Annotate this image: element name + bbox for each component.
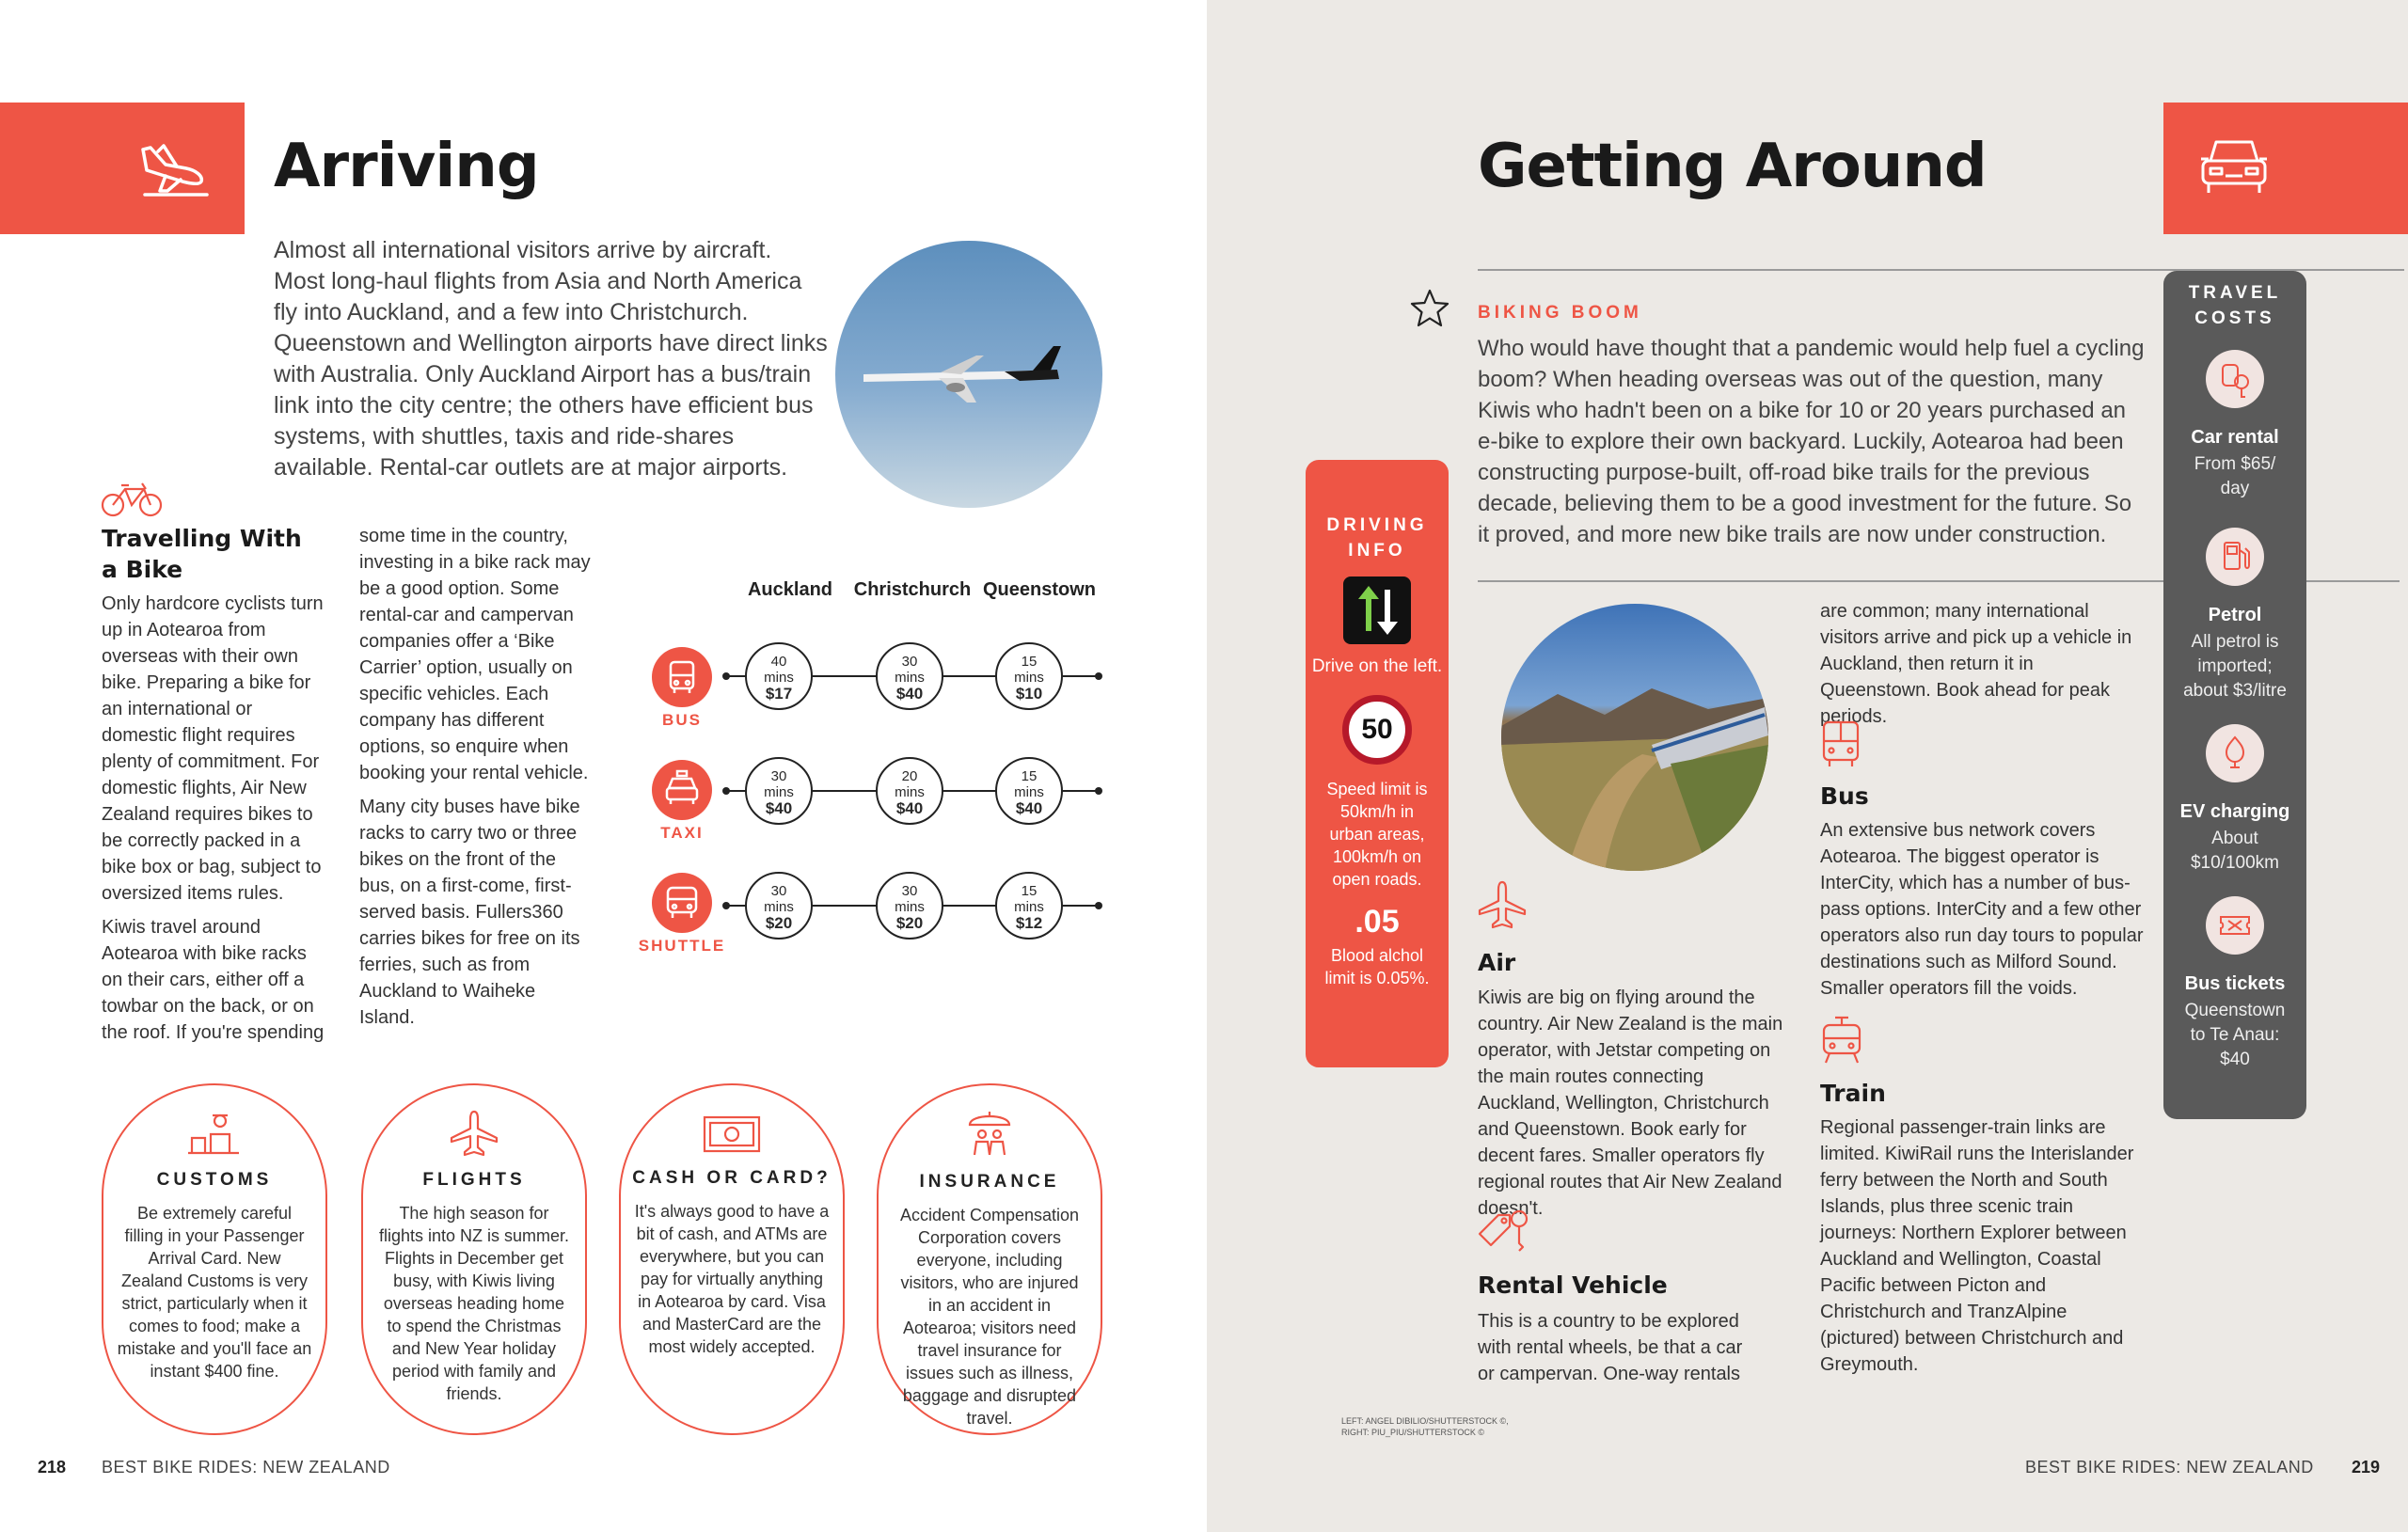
transfer-node: 30 mins $40 [745, 757, 813, 825]
flights-card [361, 1083, 587, 1435]
route-dot [1095, 787, 1102, 795]
bike-heading: Travelling With a Bike [102, 525, 302, 583]
bus-icon [1820, 719, 1861, 769]
page-number: 218 [38, 1458, 67, 1477]
star-icon [1408, 288, 1451, 329]
shuttle-icon [652, 873, 712, 933]
route-dot [722, 672, 730, 680]
bike-paragraph-3: some time in the country, investing in a bike rack may be a good option. Some rental-car and campervan companies offer a ‘Bike Carrier’ option, usually on specific vehicles. Each company has different options, so enquire when booking your rental vehicle. [359, 526, 591, 783]
shuttle-label: SHUTTLE [638, 937, 726, 955]
bike-paragraph-2: Kiwis travel around Aotearoa with bike racks on their cars, either off a towbar on the back, or on the roof. If you're spending [102, 917, 325, 1043]
taxi-label: TAXI [660, 824, 704, 842]
right-page [1207, 0, 2408, 1532]
insurance-text: Accident Compensation Corporation covers everyone, including visitors, who are injured in an accident in Aotearoa; visitors need travel insurance for issues such as illness, baggage and disrupted travel. [899, 1206, 1080, 1428]
page-title: Getting Around [1478, 132, 1987, 201]
umbrella-family-icon [966, 1106, 1013, 1159]
cash-title: CASH OR CARD? [632, 1168, 832, 1188]
route-dot [1095, 672, 1102, 680]
airplane-photo [835, 241, 1102, 508]
flights-title: FLIGHTS [422, 1170, 526, 1190]
credit-right: RIGHT: PIU_PIU/SHUTTERSTOCK © [1341, 1428, 1484, 1437]
arrival-header-block [0, 103, 245, 234]
transfer-node: 30 mins $20 [745, 872, 813, 940]
page-number: 219 [2352, 1458, 2381, 1477]
alcohol-limit-value: .05 [1354, 904, 1400, 940]
cost-label: EV charging [2179, 801, 2290, 822]
taxi-icon [652, 760, 712, 820]
bus-heading: Bus [1820, 782, 1869, 810]
cost-value: Queenstown to Te Anau: $40 [2184, 1001, 2286, 1069]
bus-label: BUS [662, 711, 702, 729]
destination-queenstown: Queenstown [982, 579, 1096, 600]
biking-boom-label: BIKING BOOM [1478, 303, 1642, 323]
car-key-icon [1476, 1206, 1532, 1258]
bike-paragraph-1: Only hardcore cyclists turn up in Aotearoa from overseas with their own bike. Preparing a bike for an international or domestic flight requires plenty of commitment. For domestic flights, Air New Zealand requires bikes to be correctly packed in a bike box or bag, subject to oversized items rules. [102, 593, 324, 904]
cost-value: All petrol is imported; about $3/litre [2183, 632, 2287, 701]
airplane-icon [448, 1110, 500, 1157]
rental-heading: Rental Vehicle [1478, 1271, 1668, 1299]
transfer-node: 30 mins $40 [876, 642, 943, 710]
plane-landing-icon [137, 142, 213, 198]
fuel-pump-icon [2206, 528, 2264, 586]
travel-costs-title: TRAVEL COSTS [2188, 283, 2282, 328]
speed-limit-text: Speed limit is 50km/h in urban areas, 100km/h on open roads. [1326, 780, 1428, 889]
page-title: Arriving [274, 132, 539, 201]
bike-column-2 [359, 523, 594, 1038]
footer-title: BEST BIKE RIDES: NEW ZEALAND [102, 1458, 390, 1477]
rental-text: This is a country to be explored with rental wheels, be that a car or campervan. One-way rentals [1478, 1311, 1743, 1384]
drive-left-text: Drive on the left. [1311, 656, 1443, 676]
cost-label: Petrol [2208, 605, 2262, 625]
transfer-node: 15 mins $10 [995, 642, 1063, 710]
car-key-icon [2206, 350, 2264, 408]
transfer-node: 30 mins $20 [876, 872, 943, 940]
cost-value: About $10/100km [2190, 829, 2279, 873]
route-dot [722, 787, 730, 795]
flights-text: The high season for flights into NZ is summer. Flights in December get busy, with Kiwis living overseas heading home to spend the Christmas and New Year holiday period with family and friends. [378, 1204, 570, 1403]
driving-info-title: DRIVING INFO [1326, 515, 1428, 561]
bicycle-icon [101, 482, 163, 517]
getting-around-header-block [2163, 103, 2408, 234]
transfer-node: 15 mins $12 [995, 872, 1063, 940]
customs-text: Be extremely careful filling in your Passenger Arrival Card. New Zealand Customs is very strict, particularly when it comes to food; make a mistake and you'll face an instant $400 fine. [117, 1204, 312, 1381]
train-landscape-illustration [1501, 604, 1768, 871]
photo-credits [1341, 1415, 1509, 1438]
rental-text-continued: are common; many international visitors arrive and pick up a vehicle in Auckland, then return it in Queenstown. Book ahead for peak periods. [1820, 601, 2132, 727]
cost-label: Car rental [2191, 427, 2279, 448]
train-heading: Train [1820, 1080, 1886, 1107]
bus-text: An extensive bus network covers Aotearoa. The biggest operator is InterCity, which has a number of bus-pass options. InterCity and a few other operators also run day tours to popular destinations such as Milford Sound. Smaller operators fill the voids. [1820, 820, 2144, 999]
bus-icon [652, 647, 712, 707]
customs-officer-icon [186, 1110, 243, 1157]
transfer-node: 15 mins $40 [995, 757, 1063, 825]
insurance-card [877, 1083, 1102, 1435]
transfer-node: 20 mins $40 [876, 757, 943, 825]
speed-limit-sign: 50 [1342, 695, 1412, 765]
cash-card [619, 1083, 845, 1435]
footer-title: BEST BIKE RIDES: NEW ZEALAND [2025, 1458, 2314, 1477]
alcohol-limit-text: Blood alchol limit is 0.05%. [1324, 946, 1430, 987]
ev-charging-icon [2206, 724, 2264, 782]
train-icon [1820, 1016, 1863, 1065]
destination-christchurch: Christchurch [853, 579, 972, 600]
cost-value: From $65/ day [2194, 454, 2276, 498]
air-heading: Air [1478, 949, 1516, 976]
airplane-icon [1476, 880, 1529, 933]
keep-left-sign-icon [1343, 576, 1411, 644]
customs-card [102, 1083, 327, 1435]
cost-label: Bus tickets [2184, 973, 2286, 994]
route-dot [722, 902, 730, 909]
ticket-icon [2206, 896, 2264, 955]
car-icon [2197, 134, 2271, 200]
route-dot [1095, 902, 1102, 909]
bike-paragraph-4: Many city buses have bike racks to carry two or three bikes on the front of the bus, on a first-come, first-served basis. Fullers360 carries bikes for free on its ferries, such as from Auckland to Waiheke Island. [359, 797, 580, 1028]
airport-transfer-chart [621, 574, 1129, 969]
banknote-icon [703, 1113, 761, 1155]
driving-info-panel [1306, 460, 1449, 1067]
air-text: Kiwis are big on flying around the country. Air New Zealand is the main operator, with Jetstar competing on the main routes connecting Auckland, Wellington, Christchurch and Queenstown. Book early for decent fares. Smaller operators fly regional routes that Air New Zealand doesn't. [1478, 987, 1783, 1219]
destination-auckland: Auckland [747, 579, 833, 600]
transfer-node: 40 mins $17 [745, 642, 813, 710]
bike-column-1 [102, 591, 327, 1053]
customs-title: CUSTOMS [156, 1170, 273, 1190]
train-text: Regional passenger-train links are limited. KiwiRail runs the Interislander ferry between the North and South Islands, plus three scenic train journeys: Northern Explorer between Auckland and Wellington, Coastal Pacific between Picton and Christchurch and TranzAlpine (pictured) between Christchurch and Greymouth. [1820, 1117, 2134, 1375]
intro-text: Almost all international visitors arrive by aircraft. Most long-haul flights from Asia and North America fly into Auckland, and a few into Christchurch. Queenstown and Wellington airports have direct links with Australia. Only Auckland Airport has a bus/train link into the city centre; the others have efficient bus systems, with shuttles, taxis and ride-shares available. Rental-car outlets are at major airports. [274, 237, 828, 481]
credit-left: LEFT: ANGEL DIBILIO/SHUTTERSTOCK ©, [1341, 1416, 1509, 1426]
biking-boom-text: Who would have thought that a pandemic would help fuel a cycling boom? When heading overseas was out of the question, many Kiwis who hadn't been on a bike for 10 or 20 years purchased an e-bike to explore their own backyard. Luckily, Aotearoa had been constructing purpose-built, off-road bike trails for the previous decade, believing them to be a good investment for the future. So it proved, and more new bike trails are now under construction. [1478, 336, 2145, 547]
cash-text: It's always good to have a bit of cash, and ATMs are everywhere, but you can pay for virtually anything in Aotearoa by card. Visa and MasterCard are the most widely accepted. [634, 1202, 830, 1356]
travel-costs-panel [2163, 271, 2306, 1119]
insurance-title: INSURANCE [919, 1172, 1060, 1192]
train-photo [1501, 604, 1768, 871]
airplane-illustration [835, 241, 1102, 508]
